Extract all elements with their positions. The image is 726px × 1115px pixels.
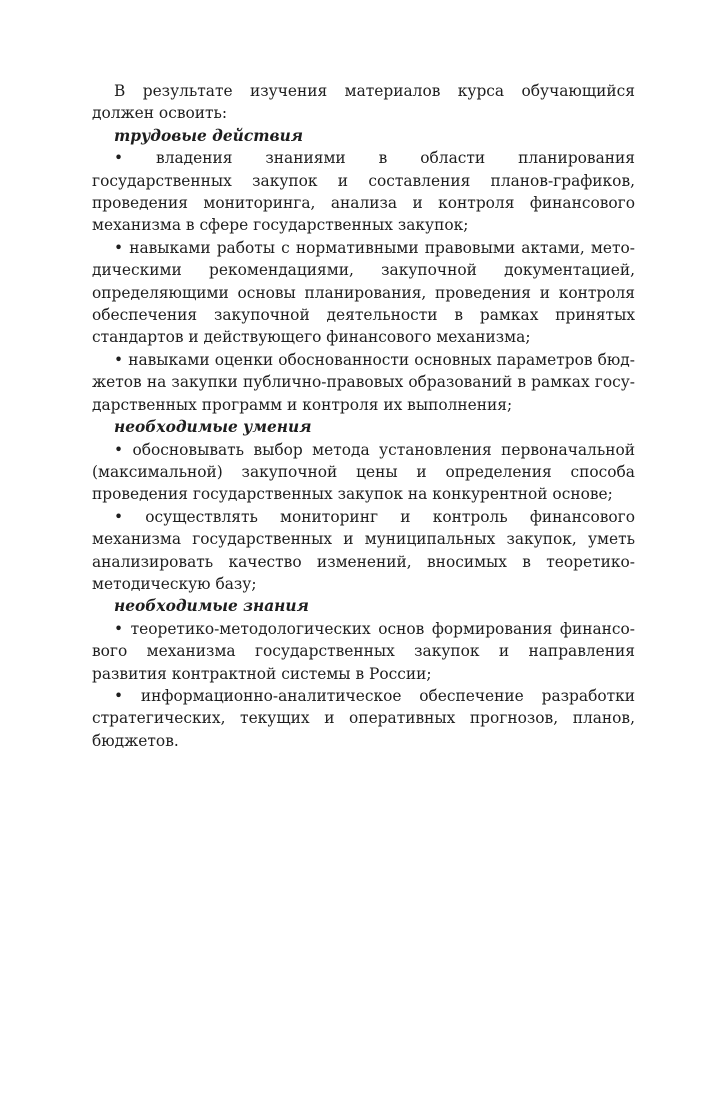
list-item: • теоретико-методологических основ формирования финансового механизма государственных закупок и направления развития контрактной системы в России;	[92, 619, 635, 683]
list-item: • навыками оценки обоснованности основных параметров бюджетов на закупки публично-правовых образований в рамках государственных программ и контроля их выполнения;	[92, 350, 635, 414]
list-item: • навыками работы с нормативными правовыми актами, методическими рекомендациями, закупочной документацией, определяющими основы планирования, проведения и контроля обеспечения закупочной деятельности в рамках принятых стандартов и действующего финансового механизма;	[92, 238, 635, 347]
list-item: • осуществлять мониторинг и контроль финансового механизма государственных и муниципальных закупок, уметь анализировать качество изменений, вносимых в теоретико-методическую базу;	[92, 507, 635, 593]
section-heading-required-knowledge: необходимые знания	[114, 597, 309, 616]
section-heading-required-skills: необходимые умения	[114, 418, 312, 437]
document-page	[92, 80, 635, 752]
list-item: • обосновывать выбор метода установления первоначальной (максимальной) закупочной цены и определения способа проведения государственных закупок на конкурентной основе;	[92, 440, 635, 504]
list-item: • владения знаниями в области планирования государственных закупок и составления планов-графиков, проведения мониторинга, анализа и контроля финансового механизма в сфере государственных закупок;	[92, 149, 635, 235]
list-item: • информационно-аналитическое обеспечение разработки стратегических, текущих и оперативных прогнозов, планов, бюджетов.	[92, 686, 635, 750]
intro-paragraph: В результате изучения материалов курса обучающийся должен освоить:	[92, 82, 635, 123]
section-heading-labor-actions: трудовые действия	[114, 126, 304, 145]
